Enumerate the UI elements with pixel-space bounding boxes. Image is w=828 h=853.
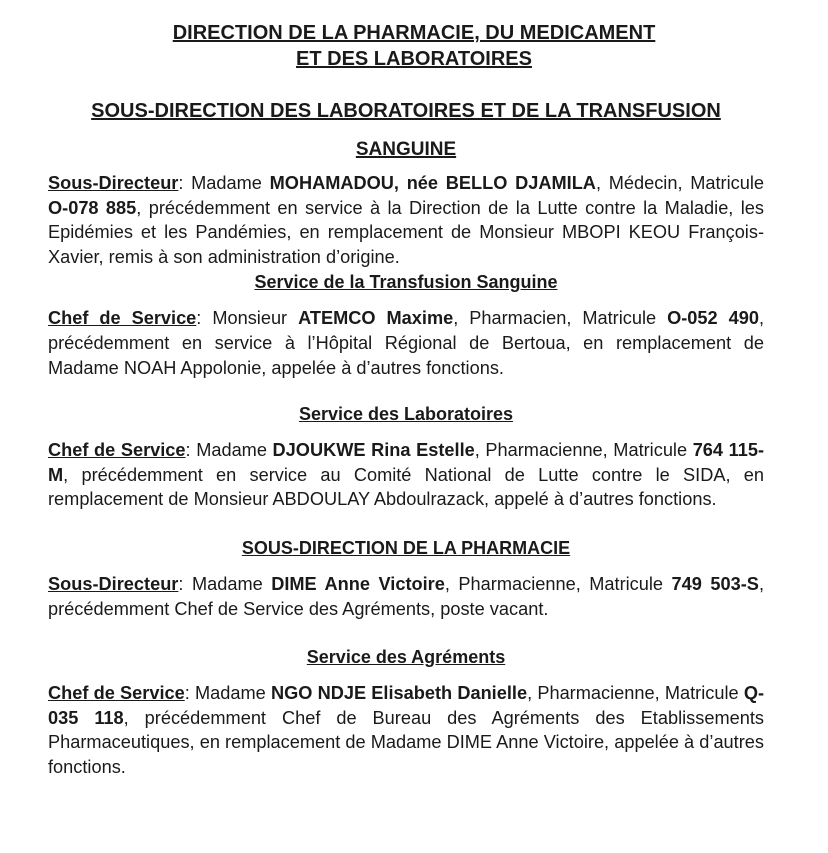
service-heading: Service des Agréments: [306, 647, 506, 668]
role-label: Chef de Service: [48, 308, 197, 329]
matricule-number: O-078 885: [48, 197, 137, 218]
entry-text: , Pharmacienne, Matricule: [444, 573, 672, 594]
appointment-entry: [48, 572, 764, 621]
entry-text: , précédemment Chef de Bureau des Agréments des Etablissements Pharmaceutiques, en remplacement de Madame DIME Anne Victoire, appelée à d’autres fonctions.: [48, 707, 764, 777]
matricule-number: O-052 490: [667, 308, 759, 329]
role-label: Chef de Service: [48, 440, 186, 461]
entry-text: , précédemment Chef de Service des Agréments, poste vacant.: [48, 573, 764, 619]
matricule-number: 749 503-S: [671, 573, 759, 594]
role-label: Sous-Directeur: [48, 573, 179, 594]
entry-text: , Pharmacienne, Matricule: [527, 683, 744, 704]
subdirection-pharmacy-heading: SOUS-DIRECTION DE LA PHARMACIE: [241, 537, 571, 558]
appointment-entry: [48, 306, 764, 380]
appointee-name: DJOUKWE Rina Estelle: [272, 440, 475, 461]
entry-text: : Madame: [185, 440, 273, 461]
service-heading: Service des Laboratoires: [298, 404, 514, 425]
appointee-name: ATEMCO Maxime: [298, 308, 454, 329]
entry-text: , Pharmacien, Matricule: [453, 308, 668, 329]
entry-text: , précédemment en service à l’Hôpital Régional de Bertoua, en remplacement de Madame NOAH Appolonie, appelée à d’autres fonctions.: [48, 308, 765, 378]
entry-text: , précédemment en service à la Direction de la Lutte contre la Maladie, les Epidémies et les Pandémies, en remplacement de Monsieur MBOPI KEOU François-Xavier, remis à son administration d’origine.: [48, 197, 764, 267]
direction-title: [48, 20, 764, 72]
appointment-entry: [48, 438, 764, 512]
subdirection-laboratories-heading: [48, 92, 764, 169]
direction-title-line-1: DIRECTION DE LA PHARMACIE, DU MEDICAMENT: [172, 22, 656, 44]
entry-text: : Madame: [178, 573, 272, 594]
appointee-name: MOHAMADOU, née BELLO DJAMILA: [269, 173, 596, 193]
subdirection-laboratories-line-1: SOUS-DIRECTION DES LABORATOIRES ET DE LA TRANSFUSION: [91, 100, 721, 122]
entry-text: : Monsieur: [196, 308, 299, 329]
matricule-number: 764 115-M: [48, 440, 765, 485]
entry-text: , précédemment en service au Comité National de Lutte contre le SIDA, en remplacement de Monsieur ABDOULAY Abdoulrazack, appelé à d’autres fonctions.: [48, 464, 764, 510]
appointment-entry: [48, 171, 764, 269]
appointee-name: DIME Anne Victoire: [271, 573, 445, 594]
service-heading: Service de la Transfusion Sanguine: [254, 272, 558, 293]
entry-text: : Madame: [184, 683, 271, 704]
role-label: Chef de Service: [48, 683, 185, 704]
appointment-entry: [48, 681, 764, 779]
entry-text: , Pharmacienne, Matricule: [474, 440, 693, 461]
matricule-number: Q-035 118: [48, 683, 765, 728]
role-label: Sous-Directeur: [48, 173, 179, 193]
appointee-name: NGO NDJE Elisabeth Danielle: [270, 683, 528, 704]
entry-text: : Madame: [178, 173, 270, 193]
subdirection-laboratories-line-2: SANGUINE: [355, 139, 457, 160]
entry-text: , Médecin, Matricule: [595, 173, 765, 193]
direction-title-line-2: ET DES LABORATOIRES: [296, 48, 532, 70]
